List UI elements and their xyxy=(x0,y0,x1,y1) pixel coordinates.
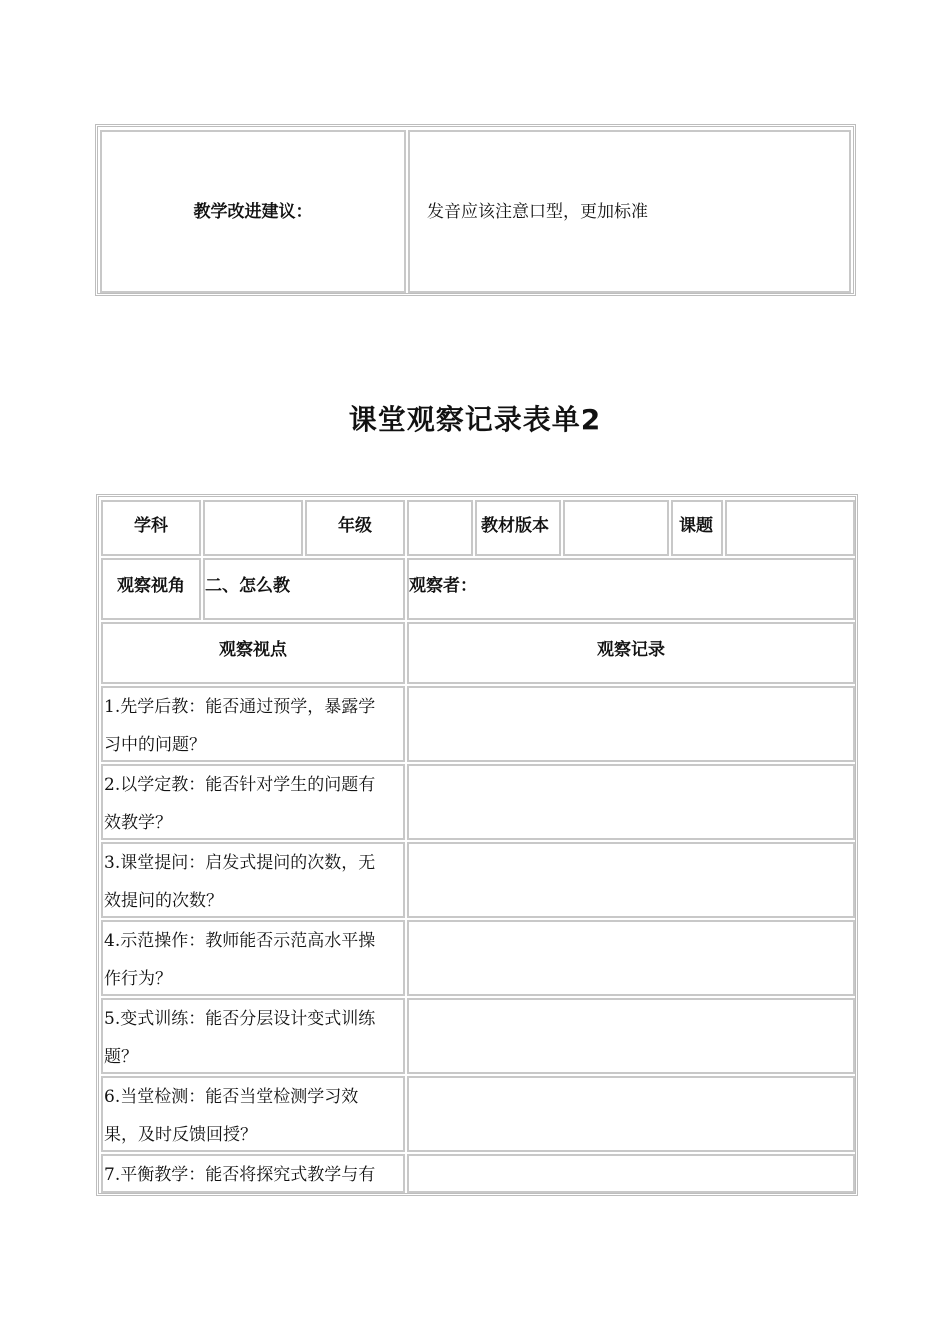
edition-value-cell xyxy=(563,500,669,556)
point-row xyxy=(101,1154,405,1193)
improvement-table xyxy=(95,124,856,296)
subject-value-cell xyxy=(203,500,303,556)
col-point-header xyxy=(101,622,405,684)
grade-label: 年级 xyxy=(338,516,372,536)
perspective-label: 观察视角 xyxy=(117,576,185,596)
perspective-value: 二、怎么教 xyxy=(205,576,290,596)
record-cell xyxy=(407,842,855,918)
point-text-line2: 作行为？ xyxy=(104,969,172,989)
point-row xyxy=(101,764,405,840)
grade-label-cell xyxy=(305,500,405,556)
topic-label-cell xyxy=(671,500,723,556)
edition-label: 教材版本 xyxy=(481,516,549,536)
point-row xyxy=(101,842,405,918)
subject-label: 学科 xyxy=(134,516,168,536)
point-text-line1: 2.以学定教：能否针对学生的问题有 xyxy=(104,775,376,795)
col-record-label: 观察记录 xyxy=(597,640,665,660)
point-text-line1: 3.课堂提问：启发式提问的次数，无 xyxy=(104,853,376,873)
col-point-label: 观察视点 xyxy=(219,640,287,660)
improvement-label-cell xyxy=(100,130,406,293)
point-text-line2: 习中的问题？ xyxy=(104,735,206,755)
point-text-line1: 6.当堂检测：能否当堂检测学习效 xyxy=(104,1087,359,1107)
form-title: 课堂观察记录表单2 xyxy=(348,403,602,436)
record-cell xyxy=(407,920,855,996)
observation-form-table xyxy=(96,494,858,1196)
observer-cell xyxy=(407,558,855,620)
point-row xyxy=(101,998,405,1074)
record-cell xyxy=(407,1154,855,1193)
col-record-header xyxy=(407,622,855,684)
record-cell xyxy=(407,764,855,840)
point-text-line1: 5.变式训练：能否分层设计变式训练 xyxy=(104,1009,376,1029)
point-text-line1: 7.平衡教学：能否将探究式教学与有 xyxy=(104,1165,376,1185)
point-text-line1: 1.先学后教：能否通过预学，暴露学 xyxy=(104,697,376,717)
improvement-value-cell xyxy=(408,130,851,293)
point-row xyxy=(101,920,405,996)
point-text-line2: 效教学？ xyxy=(104,813,172,833)
point-text-line2: 题？ xyxy=(104,1047,138,1067)
improvement-label: 教学改进建议： xyxy=(193,201,313,222)
point-text-line1: 4.示范操作：教师能否示范高水平操 xyxy=(104,931,376,951)
subject-label-cell xyxy=(101,500,201,556)
improvement-value: 发音应该注意口型，更加标准 xyxy=(427,201,648,222)
record-cell xyxy=(407,1076,855,1152)
point-row xyxy=(101,1076,405,1152)
perspective-value-cell xyxy=(203,558,405,620)
point-row xyxy=(101,686,405,762)
record-cell xyxy=(407,686,855,762)
point-text-line2: 效提问的次数？ xyxy=(104,891,223,911)
point-text-line2: 果，及时反馈回授？ xyxy=(104,1125,257,1145)
record-cell xyxy=(407,998,855,1074)
topic-value-cell xyxy=(725,500,855,556)
edition-label-cell xyxy=(475,500,561,556)
topic-label: 课题 xyxy=(679,516,713,536)
grade-value-cell xyxy=(407,500,473,556)
perspective-label-cell xyxy=(101,558,201,620)
observer-label: 观察者： xyxy=(409,576,477,596)
